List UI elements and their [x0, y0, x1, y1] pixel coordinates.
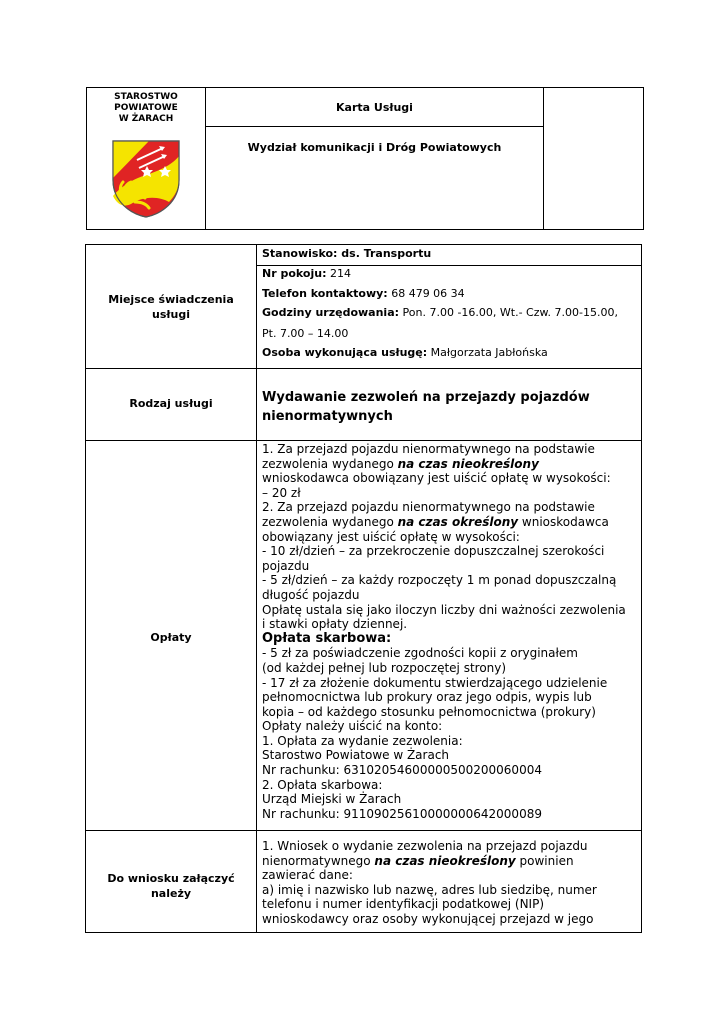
- responsible-person: Osoba wykonująca usługę: Małgorzata Jabłońska: [262, 346, 548, 359]
- fees-line: - 10 zł/dzień – za przekroczenie dopuszczalnej szerokości: [262, 544, 605, 559]
- fees-text: [262, 442, 640, 821]
- place-label-line: Miejsce świadczenia: [108, 293, 234, 306]
- position: Stanowisko: ds. Transportu: [262, 247, 432, 260]
- attachments-line: telefonu i numer identyfikacji podatkowej (NIP): [262, 897, 545, 912]
- header-table: [86, 87, 644, 230]
- fees-line: 2. Opłata skarbowa:: [262, 777, 383, 792]
- fees-line: - 17 zł za złożenie dokumentu stwierdzającego udzielenie: [262, 675, 608, 690]
- attachments-line: 1. Wniosek o wydanie zezwolenia na przejazd pojazdu: [262, 839, 588, 853]
- fees-line: długość pojazdu: [262, 587, 360, 602]
- fees-line: Starostwo Powiatowe w Żarach: [262, 748, 450, 763]
- office-name-line: STAROSTWO: [114, 92, 178, 102]
- office-name: [87, 92, 205, 125]
- fees-line: 2. Za przejazd pojazdu nienormatywnego na podstawie: [262, 500, 595, 515]
- attachments-label-line: Do wniosku załączyć: [107, 872, 235, 885]
- office-hours: Godziny urzędowania: Pon. 7.00 -16.00, Wt.- Czw. 7.00-15.00,: [262, 306, 618, 319]
- bank-account-number: Nr rachunku: 91109025610000000642000089: [262, 806, 542, 821]
- fees-line: Opłatę ustala się jako iloczyn liczby dni ważności zezwolenia: [262, 602, 626, 617]
- attachments-line: nienormatywnego na czas nieokreślony powinien: [262, 853, 574, 868]
- coat-of-arms-icon: [109, 138, 183, 218]
- office-name-line: W ŻARACH: [118, 114, 174, 124]
- attachments-label: [86, 871, 256, 901]
- fees-line: zezwolenia wydanego na czas określony wnioskodawca: [262, 514, 609, 529]
- fees-line: i stawki opłaty dziennej.: [262, 617, 408, 632]
- attachments-line: wnioskodawcy oraz osoby wykonującej przejazd w jego: [262, 911, 594, 926]
- service-table: [85, 244, 642, 933]
- fees-line: pełnomocnictwa lub prokury oraz jego odpis, wypis lub: [262, 690, 592, 705]
- bank-account-number: Nr rachunku: 63102054600000500200060004: [262, 763, 542, 778]
- stamp-duty-heading: Opłata skarbowa:: [262, 630, 392, 646]
- office-hours-friday: Pt. 7.00 – 14.00: [262, 327, 349, 340]
- attachments-label-line: należy: [150, 887, 192, 900]
- place-label-line: usługi: [152, 308, 190, 321]
- fees-line: kopia – od każdego stosunku pełnomocnictwa (prokury): [262, 704, 596, 719]
- service-type-line: Wydawanie zezwoleń na przejazdy pojazdów: [262, 390, 590, 405]
- fees-line: obowiązany jest uiścić opłatę w wysokości:: [262, 529, 520, 544]
- fees-line: - 5 zł za poświadczenie zgodności kopii z oryginałem: [262, 646, 578, 661]
- fees-label: Opłaty: [150, 631, 192, 644]
- card-title: Karta Usługi: [336, 101, 413, 114]
- fees-line: 1. Za przejazd pojazdu nienormatywnego na podstawie: [262, 442, 595, 456]
- fees-line: wnioskodawca obowiązany jest uiścić opłatę w wysokości:: [262, 471, 611, 486]
- phone-number: Telefon kontaktowy: 68 479 06 34: [262, 287, 465, 300]
- fees-line: zezwolenia wydanego na czas nieokreślony: [262, 456, 539, 471]
- service-type-label: Rodzaj usługi: [129, 397, 213, 410]
- attachments-line: a) imię i nazwisko lub nazwę, adres lub siedzibę, numer: [262, 882, 597, 897]
- office-name-line: POWIATOWE: [114, 103, 178, 113]
- fees-line: Urząd Miejski w Żarach: [262, 792, 402, 807]
- room-number: Nr pokoju: 214: [262, 267, 351, 280]
- fees-line: – 20 zł: [262, 485, 301, 500]
- fees-line: (od każdej pełnej lub rozpoczętej strony): [262, 660, 507, 675]
- service-type-line: nienormatywnych: [262, 409, 393, 424]
- fees-line: - 5 zł/dzień – za każdy rozpoczęty 1 m ponad dopuszczalną: [262, 573, 617, 588]
- fees-line: Opłaty należy uiścić na konto:: [262, 719, 443, 734]
- fees-line: 1. Opłata za wydanie zezwolenia:: [262, 733, 463, 748]
- attachments-text: [262, 839, 640, 927]
- fees-line: pojazdu: [262, 558, 310, 573]
- place-label: [86, 292, 256, 322]
- department-name: Wydział komunikacji i Dróg Powiatowych: [247, 141, 502, 154]
- service-type: [262, 388, 632, 426]
- attachments-line: zawierać dane:: [262, 868, 353, 883]
